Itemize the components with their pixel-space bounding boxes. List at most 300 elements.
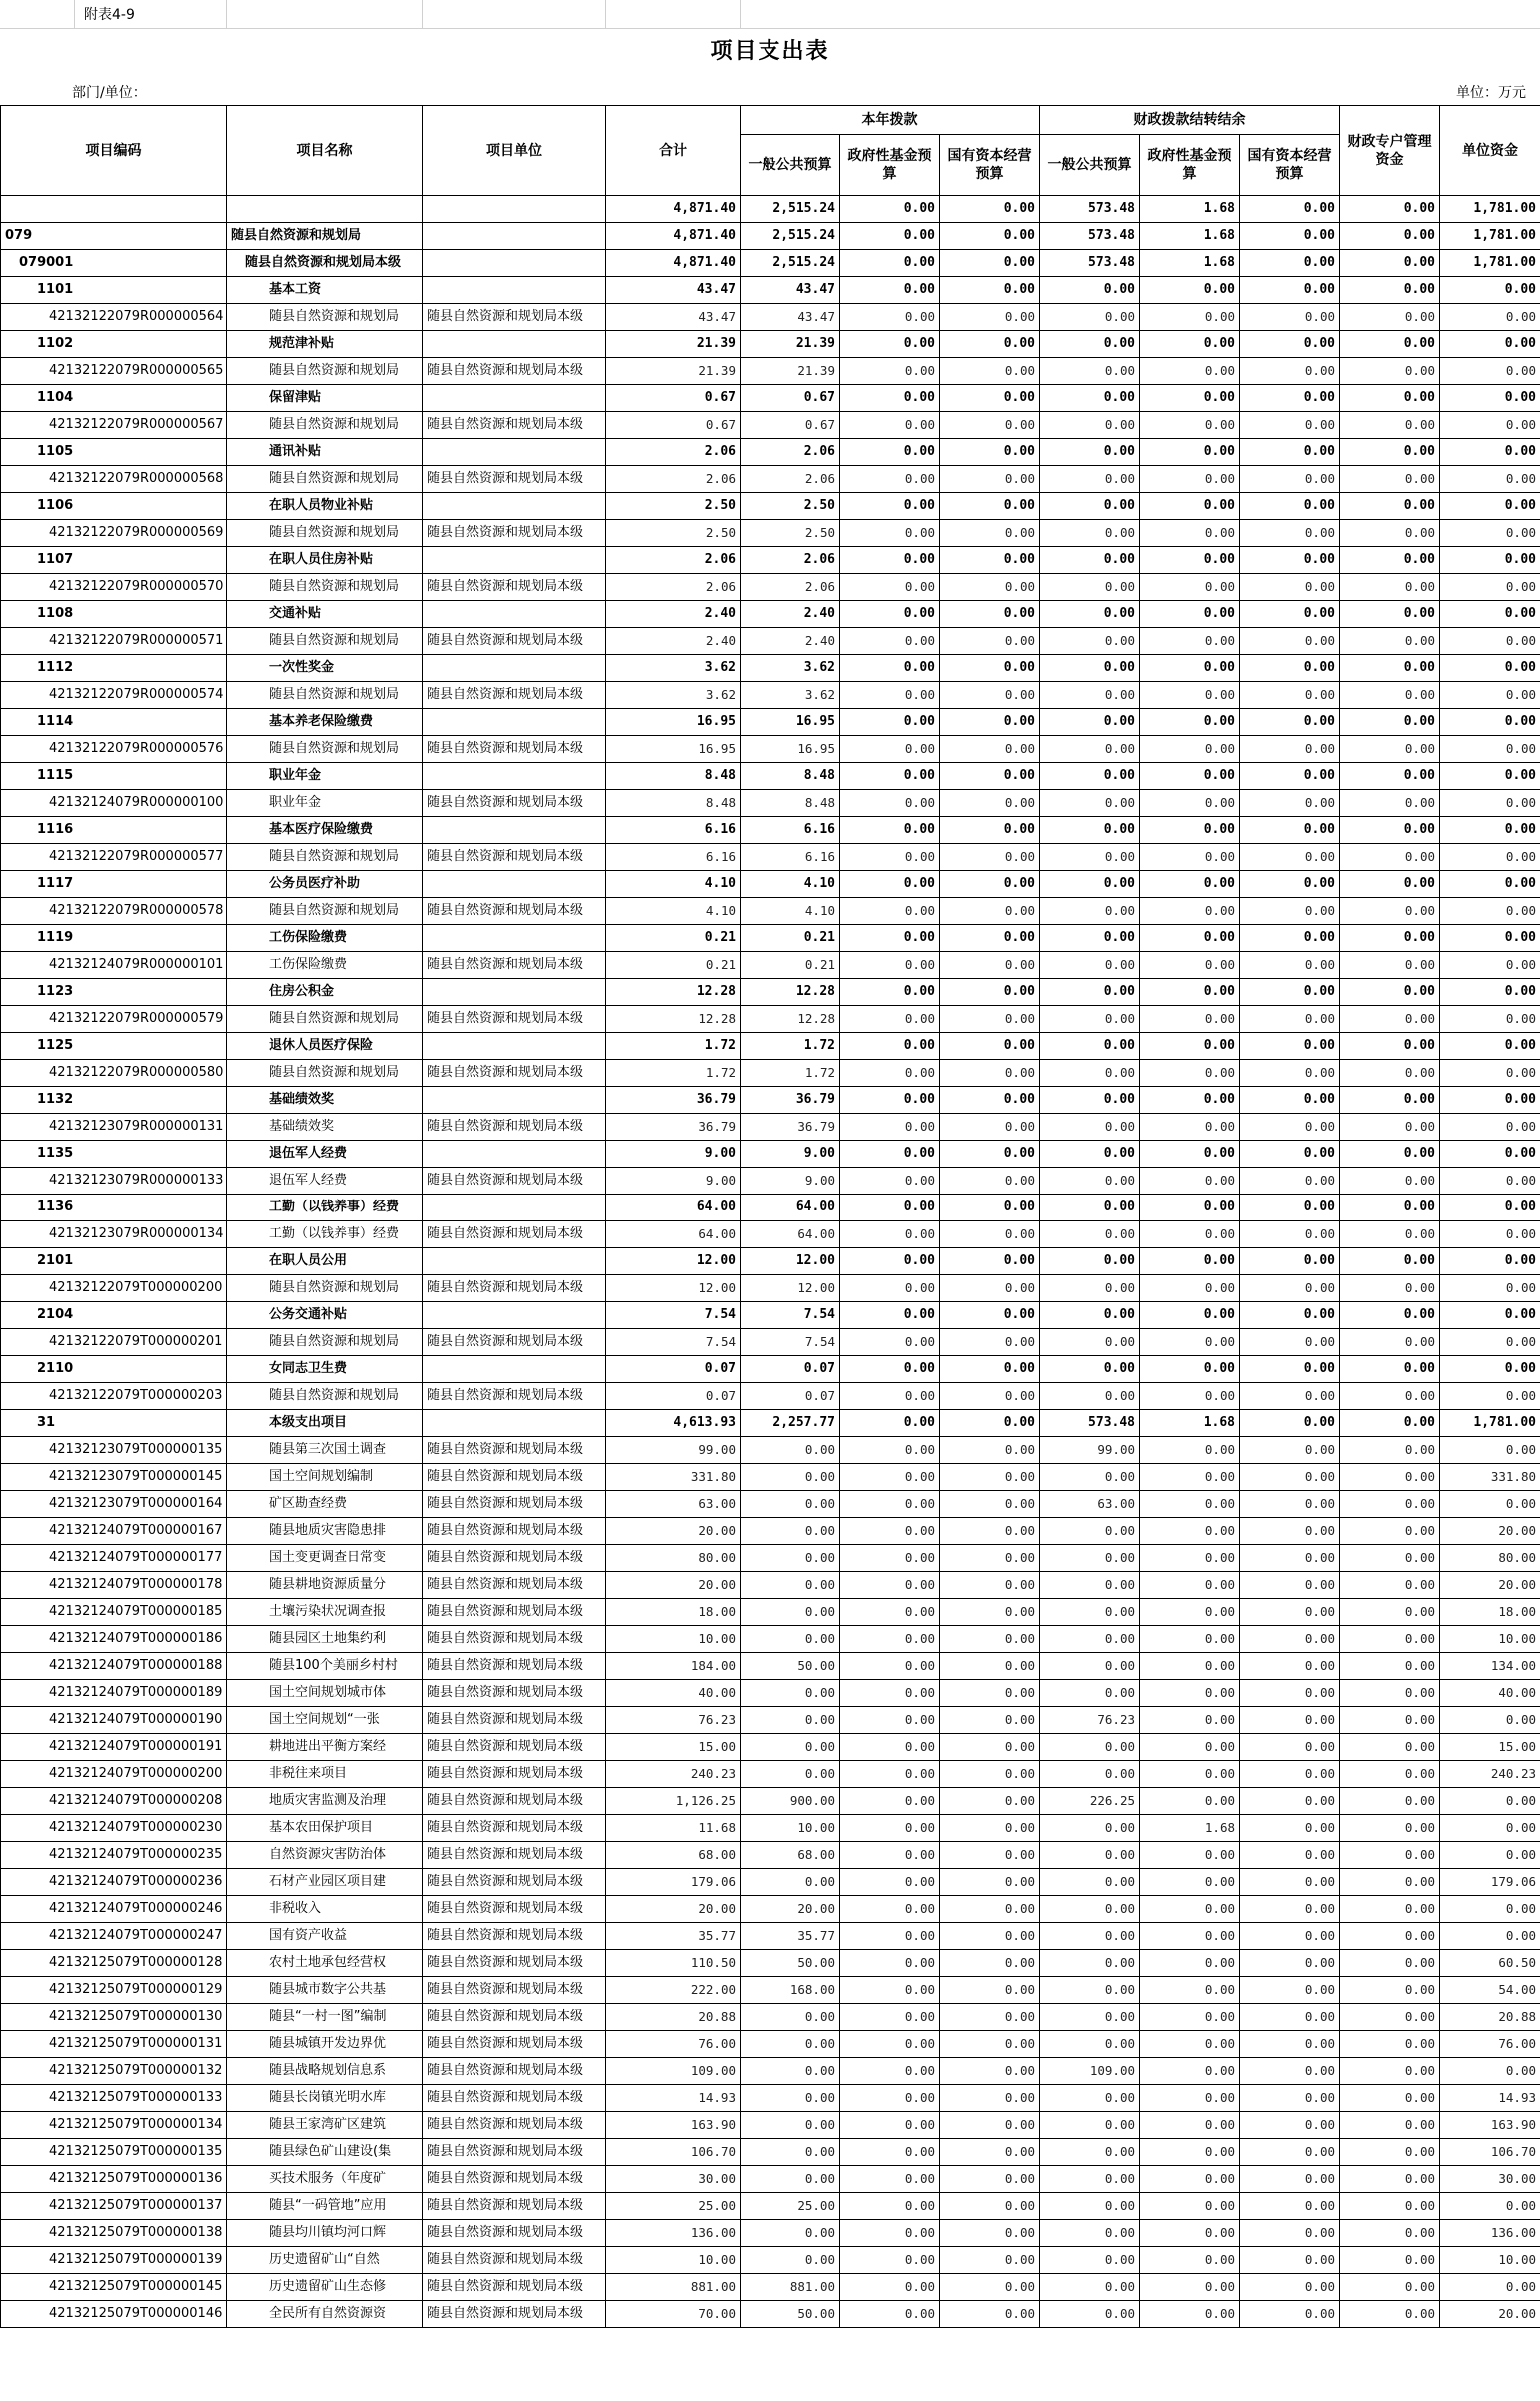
cell-carry-state: 0.00 (1240, 574, 1340, 601)
cell-own-fund: 0.00 (1440, 844, 1540, 871)
cell-project-code: 1119 (1, 925, 227, 952)
cell-current-state: 0.00 (940, 1788, 1040, 1815)
header-current-general: 一般公共预算 (741, 135, 840, 196)
table-row (1, 1626, 1540, 1653)
cell-current-general: 0.00 (741, 1464, 840, 1491)
cell-current-fund: 0.00 (840, 1302, 940, 1329)
cell-current-fund: 0.00 (840, 1761, 940, 1788)
cell-special-fund: 0.00 (1340, 1006, 1440, 1033)
cell-own-fund: 106.70 (1440, 2139, 1540, 2166)
header-unit: 项目单位 (423, 106, 606, 196)
cell-carry-general: 76.23 (1040, 1707, 1140, 1734)
cell-current-fund: 0.00 (840, 763, 940, 790)
cell-carry-fund: 0.00 (1140, 709, 1240, 736)
cell-project-code: 42132122079T000000203 (1, 1383, 227, 1410)
cell-special-fund: 0.00 (1340, 952, 1440, 979)
cell-current-general: 168.00 (741, 1977, 840, 2004)
header-group-current: 本年拨款 (741, 106, 1040, 135)
cell-project-code: 42132123079T000000135 (1, 1437, 227, 1464)
table-row (1, 412, 1540, 439)
table-row (1, 763, 1540, 790)
cell-project-unit: 随县自然资源和规划局本级 (423, 1842, 606, 1869)
cell-total: 8.48 (606, 790, 741, 817)
cell-current-state: 0.00 (940, 1329, 1040, 1356)
table-row (1, 2274, 1540, 2301)
cell-project-name: 本级支出项目 (227, 1410, 423, 1437)
cell-current-fund: 0.00 (840, 2166, 940, 2193)
cell-project-name: 石材产业园区项目建 (227, 1869, 423, 1896)
cell-special-fund: 0.00 (1340, 1815, 1440, 1842)
cell-own-fund: 60.50 (1440, 1950, 1540, 1977)
cell-carry-state: 0.00 (1240, 709, 1340, 736)
cell-current-general: 2.06 (741, 574, 840, 601)
cell-project-name: 女同志卫生费 (227, 1356, 423, 1383)
cell-current-fund: 0.00 (840, 1626, 940, 1653)
cell-carry-general: 226.25 (1040, 1788, 1140, 1815)
cell-current-general: 10.00 (741, 1815, 840, 1842)
cell-project-code: 1106 (1, 493, 227, 520)
cell-special-fund: 0.00 (1340, 871, 1440, 898)
cell-total: 136.00 (606, 2220, 741, 2247)
cell-current-state: 0.00 (940, 1195, 1040, 1221)
cell-own-fund: 0.00 (1440, 1195, 1540, 1221)
cell-carry-general: 0.00 (1040, 2247, 1140, 2274)
cell-own-fund: 76.00 (1440, 2031, 1540, 2058)
cell-total: 3.62 (606, 655, 741, 682)
cell-project-name: 工伤保险缴费 (227, 952, 423, 979)
cell-special-fund: 0.00 (1340, 1141, 1440, 1168)
cell-total: 0.21 (606, 952, 741, 979)
cell-current-state: 0.00 (940, 817, 1040, 844)
cell-special-fund: 0.00 (1340, 1626, 1440, 1653)
cell-current-state: 0.00 (940, 871, 1040, 898)
cell-current-state: 0.00 (940, 1626, 1040, 1653)
cell-project-name: 随县王家湾矿区建筑 (227, 2112, 423, 2139)
cell-project-name: 规范津补贴 (227, 331, 423, 358)
cell-project-code: 42132122079R000000574 (1, 682, 227, 709)
cell-carry-fund: 0.00 (1140, 412, 1240, 439)
cell-project-code: 42132122079R000000565 (1, 358, 227, 385)
cell-current-general: 21.39 (741, 331, 840, 358)
cell-carry-fund: 0.00 (1140, 1626, 1240, 1653)
cell-project-unit: 随县自然资源和规划局本级 (423, 790, 606, 817)
cell-total: 8.48 (606, 763, 741, 790)
cell-carry-general: 0.00 (1040, 2274, 1140, 2301)
cell-carry-state: 0.00 (1240, 358, 1340, 385)
project-expense-table (0, 105, 1540, 2328)
cell-carry-fund: 0.00 (1140, 1275, 1240, 1302)
cell-carry-general: 0.00 (1040, 655, 1140, 682)
cell-current-fund: 0.00 (840, 2004, 940, 2031)
table-row (1, 898, 1540, 925)
table-row (1, 628, 1540, 655)
cell-special-fund: 0.00 (1340, 493, 1440, 520)
cell-current-state: 0.00 (940, 2031, 1040, 2058)
cell-carry-fund: 0.00 (1140, 1087, 1240, 1114)
cell-current-fund: 0.00 (840, 331, 940, 358)
cell-current-state: 0.00 (940, 1680, 1040, 1707)
cell-project-name: 随县自然资源和规划局 (227, 466, 423, 493)
table-row (1, 2193, 1540, 2220)
cell-carry-state: 0.00 (1240, 2112, 1340, 2139)
cell-special-fund: 0.00 (1340, 1977, 1440, 2004)
cell-project-code: 42132124079T000000186 (1, 1626, 227, 1653)
cell-current-general: 0.00 (741, 2220, 840, 2247)
cell-project-code: 42132122079R000000577 (1, 844, 227, 871)
cell-total: 43.47 (606, 277, 741, 304)
cell-own-fund: 14.93 (1440, 2085, 1540, 2112)
cell-special-fund: 0.00 (1340, 601, 1440, 628)
cell-total: 4,871.40 (606, 250, 741, 277)
cell-special-fund: 0.00 (1340, 655, 1440, 682)
cell-carry-state: 0.00 (1240, 304, 1340, 331)
cell-carry-general: 0.00 (1040, 466, 1140, 493)
cell-total: 14.93 (606, 2085, 741, 2112)
cell-carry-state: 0.00 (1240, 1033, 1340, 1060)
cell-special-fund: 0.00 (1340, 1599, 1440, 1626)
cell-total: 184.00 (606, 1653, 741, 1680)
cell-total: 163.90 (606, 2112, 741, 2139)
cell-carry-fund: 0.00 (1140, 763, 1240, 790)
cell-total: 30.00 (606, 2166, 741, 2193)
cell-carry-state: 0.00 (1240, 2220, 1340, 2247)
cell-own-fund: 0.00 (1440, 277, 1540, 304)
cell-carry-general: 0.00 (1040, 547, 1140, 574)
cell-current-fund: 0.00 (840, 250, 940, 277)
cell-carry-fund: 0.00 (1140, 1707, 1240, 1734)
cell-project-unit: 随县自然资源和规划局本级 (423, 1599, 606, 1626)
cell-own-fund: 0.00 (1440, 412, 1540, 439)
cell-project-unit: 随县自然资源和规划局本级 (423, 1977, 606, 2004)
cell-carry-fund: 0.00 (1140, 358, 1240, 385)
cell-carry-general: 573.48 (1040, 223, 1140, 250)
cell-own-fund: 80.00 (1440, 1545, 1540, 1572)
cell-total: 240.23 (606, 1761, 741, 1788)
cell-carry-state: 0.00 (1240, 1707, 1340, 1734)
cell-total: 64.00 (606, 1195, 741, 1221)
cell-carry-fund: 0.00 (1140, 925, 1240, 952)
cell-current-state: 0.00 (940, 358, 1040, 385)
cell-current-state: 0.00 (940, 1734, 1040, 1761)
cell-carry-fund: 0.00 (1140, 277, 1240, 304)
cell-current-state: 0.00 (940, 2220, 1040, 2247)
cell-special-fund: 0.00 (1340, 277, 1440, 304)
cell-total: 4.10 (606, 898, 741, 925)
cell-project-unit (423, 1033, 606, 1060)
cell-carry-state: 0.00 (1240, 1923, 1340, 1950)
top-row-cell (0, 0, 75, 28)
cell-project-unit: 随县自然资源和规划局本级 (423, 412, 606, 439)
cell-total: 106.70 (606, 2139, 741, 2166)
cell-carry-state: 0.00 (1240, 871, 1340, 898)
cell-carry-fund: 0.00 (1140, 1923, 1240, 1950)
cell-project-name: 通讯补贴 (227, 439, 423, 466)
cell-project-unit: 随县自然资源和规划局本级 (423, 1545, 606, 1572)
cell-special-fund: 0.00 (1340, 2004, 1440, 2031)
cell-project-code: 42132122079R000000569 (1, 520, 227, 547)
cell-project-code: 42132125079T000000130 (1, 2004, 227, 2031)
cell-carry-state: 0.00 (1240, 1491, 1340, 1518)
cell-special-fund: 0.00 (1340, 979, 1440, 1006)
cell-current-fund: 0.00 (840, 304, 940, 331)
table-row (1, 925, 1540, 952)
table-row (1, 1707, 1540, 1734)
cell-carry-general: 0.00 (1040, 1869, 1140, 1896)
table-row (1, 2058, 1540, 2085)
cell-current-general: 0.00 (741, 2031, 840, 2058)
cell-current-state: 0.00 (940, 1114, 1040, 1141)
cell-own-fund: 15.00 (1440, 1734, 1540, 1761)
cell-own-fund: 0.00 (1440, 331, 1540, 358)
cell-current-state: 0.00 (940, 466, 1040, 493)
cell-carry-general: 0.00 (1040, 1141, 1140, 1168)
cell-total: 80.00 (606, 1545, 741, 1572)
cell-project-code: 42132124079T000000235 (1, 1842, 227, 1869)
cell-current-fund: 0.00 (840, 1221, 940, 1248)
cell-current-state: 0.00 (940, 1491, 1040, 1518)
cell-project-name: 基础绩效奖 (227, 1087, 423, 1114)
cell-total: 76.23 (606, 1707, 741, 1734)
cell-total: 881.00 (606, 2274, 741, 2301)
cell-special-fund: 0.00 (1340, 2166, 1440, 2193)
cell-own-fund: 0.00 (1440, 925, 1540, 952)
cell-current-state: 0.00 (940, 1356, 1040, 1383)
cell-own-fund: 0.00 (1440, 979, 1540, 1006)
cell-project-name: 在职人员公用 (227, 1248, 423, 1275)
cell-current-general: 0.00 (741, 1869, 840, 1896)
cell-current-state: 0.00 (940, 2301, 1040, 2328)
cell-own-fund: 0.00 (1440, 1114, 1540, 1141)
cell-current-general: 0.00 (741, 2139, 840, 2166)
cell-current-general: 0.00 (741, 2058, 840, 2085)
table-row (1, 1006, 1540, 1033)
cell-current-fund: 0.00 (840, 1680, 940, 1707)
table-row (1, 979, 1540, 1006)
cell-project-name: 公务员医疗补助 (227, 871, 423, 898)
cell-project-name: 随县“一村一图”编制 (227, 2004, 423, 2031)
cell-carry-fund: 0.00 (1140, 2220, 1240, 2247)
cell-carry-state: 0.00 (1240, 1734, 1340, 1761)
cell-carry-fund: 0.00 (1140, 493, 1240, 520)
cell-carry-state: 0.00 (1240, 628, 1340, 655)
cell-current-general: 8.48 (741, 790, 840, 817)
cell-total: 36.79 (606, 1087, 741, 1114)
cell-total: 2.06 (606, 547, 741, 574)
table-row (1, 2004, 1540, 2031)
cell-carry-general: 0.00 (1040, 763, 1140, 790)
cell-own-fund: 0.00 (1440, 601, 1540, 628)
cell-project-unit (423, 1087, 606, 1114)
table-row (1, 790, 1540, 817)
table-row (1, 1195, 1540, 1221)
cell-special-fund: 0.00 (1340, 1275, 1440, 1302)
cell-current-fund: 0.00 (840, 547, 940, 574)
cell-project-unit: 随县自然资源和规划局本级 (423, 1734, 606, 1761)
cell-carry-general: 0.00 (1040, 1518, 1140, 1545)
cell-project-code: 42132123079T000000164 (1, 1491, 227, 1518)
cell-carry-fund: 0.00 (1140, 1329, 1240, 1356)
cell-own-fund: 10.00 (1440, 1626, 1540, 1653)
cell-current-state: 0.00 (940, 2193, 1040, 2220)
cell-carry-state: 0.00 (1240, 1518, 1340, 1545)
cell-current-fund: 0.00 (840, 1788, 940, 1815)
cell-total: 110.50 (606, 1950, 741, 1977)
cell-carry-state: 0.00 (1240, 466, 1340, 493)
cell-current-state: 0.00 (940, 1572, 1040, 1599)
cell-own-fund: 0.00 (1440, 1168, 1540, 1195)
cell-project-name: 国有资产收益 (227, 1923, 423, 1950)
cell-current-general: 2.40 (741, 601, 840, 628)
cell-special-fund: 0.00 (1340, 2301, 1440, 2328)
cell-project-code (1, 196, 227, 223)
cell-current-general: 25.00 (741, 2193, 840, 2220)
cell-carry-fund: 0.00 (1140, 601, 1240, 628)
cell-carry-state: 0.00 (1240, 2058, 1340, 2085)
cell-current-fund: 0.00 (840, 2274, 940, 2301)
cell-project-unit (423, 709, 606, 736)
cell-project-name: 职业年金 (227, 763, 423, 790)
cell-current-general: 4.10 (741, 871, 840, 898)
cell-project-name: 随县自然资源和规划局 (227, 412, 423, 439)
cell-carry-fund: 0.00 (1140, 2166, 1240, 2193)
cell-carry-fund: 0.00 (1140, 520, 1240, 547)
cell-project-code: 42132125079T000000139 (1, 2247, 227, 2274)
cell-current-general: 0.00 (741, 2247, 840, 2274)
cell-current-state: 0.00 (940, 952, 1040, 979)
table-row (1, 1437, 1540, 1464)
cell-project-unit: 随县自然资源和规划局本级 (423, 2247, 606, 2274)
cell-special-fund: 0.00 (1340, 1842, 1440, 1869)
cell-own-fund: 20.00 (1440, 2301, 1540, 2328)
table-row (1, 1491, 1540, 1518)
cell-carry-fund: 0.00 (1140, 2031, 1240, 2058)
cell-project-unit: 随县自然资源和规划局本级 (423, 1006, 606, 1033)
table-row (1, 1896, 1540, 1923)
cell-carry-state: 0.00 (1240, 412, 1340, 439)
cell-current-state: 0.00 (940, 385, 1040, 412)
cell-current-general: 50.00 (741, 2301, 840, 2328)
cell-own-fund: 0.00 (1440, 1033, 1540, 1060)
cell-carry-general: 0.00 (1040, 952, 1140, 979)
cell-project-unit: 随县自然资源和规划局本级 (423, 1221, 606, 1248)
cell-current-state: 0.00 (940, 1168, 1040, 1195)
table-row (1, 871, 1540, 898)
cell-current-state: 0.00 (940, 331, 1040, 358)
table-row (1, 1087, 1540, 1114)
cell-carry-state: 0.00 (1240, 979, 1340, 1006)
cell-carry-fund: 0.00 (1140, 1464, 1240, 1491)
cell-current-fund: 0.00 (840, 2220, 940, 2247)
cell-current-state: 0.00 (940, 2274, 1040, 2301)
cell-carry-general: 0.00 (1040, 2301, 1140, 2328)
cell-carry-state: 0.00 (1240, 385, 1340, 412)
cell-current-fund: 0.00 (840, 2112, 940, 2139)
cell-project-code: 1136 (1, 1195, 227, 1221)
cell-carry-state: 0.00 (1240, 763, 1340, 790)
cell-total: 16.95 (606, 709, 741, 736)
cell-carry-general: 0.00 (1040, 1356, 1140, 1383)
cell-carry-general: 0.00 (1040, 277, 1140, 304)
cell-project-code: 1123 (1, 979, 227, 1006)
cell-current-fund: 0.00 (840, 1383, 940, 1410)
cell-special-fund: 0.00 (1340, 304, 1440, 331)
cell-current-state: 0.00 (940, 1869, 1040, 1896)
header-current-state: 国有资本经营预算 (940, 135, 1040, 196)
cell-carry-fund: 0.00 (1140, 2247, 1240, 2274)
cell-project-code: 079 (1, 223, 227, 250)
cell-project-unit: 随县自然资源和规划局本级 (423, 2004, 606, 2031)
cell-project-unit: 随县自然资源和规划局本级 (423, 2274, 606, 2301)
cell-project-name: 随县100个美丽乡村村 (227, 1653, 423, 1680)
cell-project-name: 退休人员医疗保险 (227, 1033, 423, 1060)
cell-project-name: 基本养老保险缴费 (227, 709, 423, 736)
cell-project-name: 基本工资 (227, 277, 423, 304)
cell-carry-general: 0.00 (1040, 1275, 1140, 1302)
cell-project-name: 随县自然资源和规划局 (227, 304, 423, 331)
cell-own-fund: 0.00 (1440, 574, 1540, 601)
cell-project-name: 在职人员住房补贴 (227, 547, 423, 574)
cell-current-general: 43.47 (741, 304, 840, 331)
cell-own-fund: 0.00 (1440, 304, 1540, 331)
cell-current-fund: 0.00 (840, 1168, 940, 1195)
cell-current-state: 0.00 (940, 682, 1040, 709)
cell-carry-general: 0.00 (1040, 1599, 1140, 1626)
cell-project-name: 随县自然资源和规划局 (227, 682, 423, 709)
cell-carry-fund: 0.00 (1140, 1680, 1240, 1707)
cell-current-fund: 0.00 (840, 358, 940, 385)
cell-carry-state: 0.00 (1240, 1869, 1340, 1896)
cell-carry-fund: 0.00 (1140, 979, 1240, 1006)
cell-current-fund: 0.00 (840, 817, 940, 844)
cell-carry-state: 0.00 (1240, 2193, 1340, 2220)
cell-own-fund: 0.00 (1440, 1275, 1540, 1302)
cell-special-fund: 0.00 (1340, 736, 1440, 763)
cell-total: 7.54 (606, 1302, 741, 1329)
cell-current-fund: 0.00 (840, 1141, 940, 1168)
cell-current-general: 1.72 (741, 1060, 840, 1087)
cell-special-fund: 0.00 (1340, 1950, 1440, 1977)
cell-own-fund: 0.00 (1440, 655, 1540, 682)
cell-project-code: 42132125079T000000133 (1, 2085, 227, 2112)
top-row (0, 0, 1540, 29)
cell-own-fund: 0.00 (1440, 736, 1540, 763)
cell-carry-fund: 0.00 (1140, 304, 1240, 331)
table-row (1, 520, 1540, 547)
header-carry-state: 国有资本经营预算 (1240, 135, 1340, 196)
cell-carry-state: 0.00 (1240, 331, 1340, 358)
cell-project-code: 42132124079R000000100 (1, 790, 227, 817)
cell-project-unit (423, 763, 606, 790)
cell-current-state: 0.00 (940, 655, 1040, 682)
cell-project-code: 42132125079T000000138 (1, 2220, 227, 2247)
table-row (1, 1788, 1540, 1815)
cell-current-general: 12.28 (741, 979, 840, 1006)
cell-carry-state: 0.00 (1240, 736, 1340, 763)
cell-carry-fund: 0.00 (1140, 1761, 1240, 1788)
cell-current-general: 16.95 (741, 709, 840, 736)
cell-carry-general: 0.00 (1040, 1033, 1140, 1060)
cell-carry-fund: 0.00 (1140, 331, 1240, 358)
cell-current-general: 50.00 (741, 1653, 840, 1680)
cell-carry-fund: 0.00 (1140, 2193, 1240, 2220)
cell-own-fund: 1,781.00 (1440, 196, 1540, 223)
cell-current-general: 2,257.77 (741, 1410, 840, 1437)
cell-total: 10.00 (606, 2247, 741, 2274)
cell-current-fund: 0.00 (840, 1087, 940, 1114)
cell-current-state: 0.00 (940, 2247, 1040, 2274)
cell-total: 6.16 (606, 817, 741, 844)
cell-current-general: 0.00 (741, 2112, 840, 2139)
